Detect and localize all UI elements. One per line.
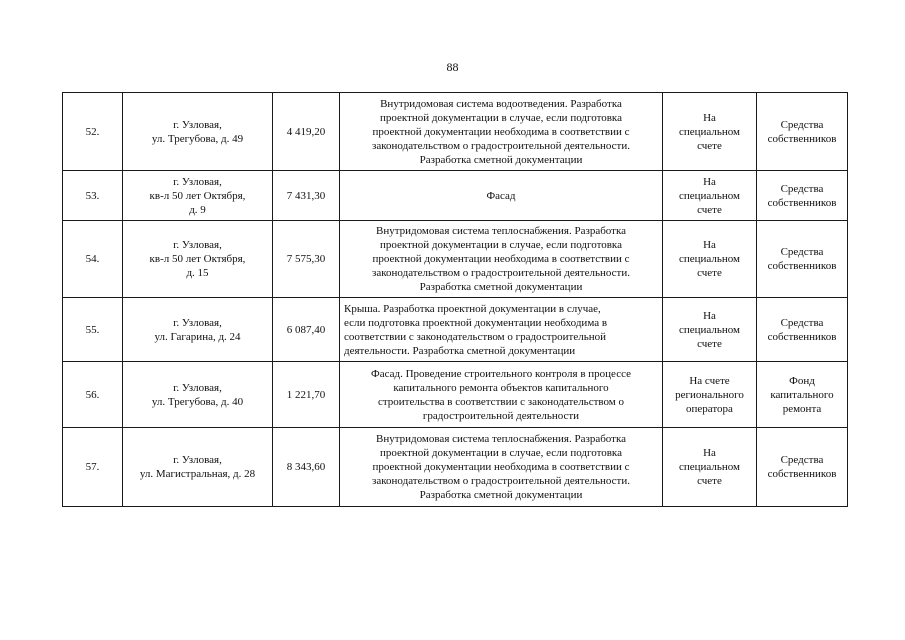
work-type-cell: Фасад. Проведение строительного контроля в процессе капитального ремонта объектов капитального строительства в соответствии с законодательством о градостроительной деятельности [340, 362, 663, 428]
row-number-cell: 52. [63, 93, 123, 171]
address-cell: г. Узловая, ул. Магистральная, д. 28 [123, 428, 273, 507]
work-type-cell: Внутридомовая система теплоснабжения. Разработка проектной документации в случае, если подготовка проектной документации необходима в соответствии с законодательством о градостроительной деятельности. Разработка сметной документации [340, 428, 663, 507]
work-type-cell: Крыша. Разработка проектной документации в случае, если подготовка проектной документации необходима в соответствии с законодательством о градостроительной деятельности. Разработка сметной документации [340, 298, 663, 362]
table-row [63, 171, 848, 221]
account-cell: На специальном счете [663, 428, 757, 507]
funding-source-cell: Средства собственников [757, 298, 848, 362]
work-type-cell: Внутридомовая система теплоснабжения. Разработка проектной документации в случае, если подготовка проектной документации необходима в соответствии с законодательством о градостроительной деятельности. Разработка сметной документации [340, 221, 663, 298]
cost-cell: 6 087,40 [273, 298, 340, 362]
account-cell: На специальном счете [663, 93, 757, 171]
table-row [63, 362, 848, 428]
address-cell: г. Узловая, ул. Гагарина, д. 24 [123, 298, 273, 362]
funding-source-cell: Средства собственников [757, 93, 848, 171]
cost-cell: 8 343,60 [273, 428, 340, 507]
funding-source-cell: Фонд капитального ремонта [757, 362, 848, 428]
funding-source-cell: Средства собственников [757, 171, 848, 221]
funding-source-cell: Средства собственников [757, 221, 848, 298]
account-cell: На специальном счете [663, 171, 757, 221]
work-type-cell: Внутридомовая система водоотведения. Разработка проектной документации в случае, если подготовка проектной документации необходима в соответствии с законодательством о градостроительной деятельности. Разработка сметной документации [340, 93, 663, 171]
row-number-cell: 54. [63, 221, 123, 298]
address-cell: г. Узловая, кв-л 50 лет Октября, д. 9 [123, 171, 273, 221]
address-cell: г. Узловая, ул. Трегубова, д. 49 [123, 93, 273, 171]
table-row [63, 93, 848, 171]
row-number-cell: 57. [63, 428, 123, 507]
cost-cell: 4 419,20 [273, 93, 340, 171]
account-cell: На специальном счете [663, 221, 757, 298]
row-number-cell: 56. [63, 362, 123, 428]
account-cell: На счете регионального оператора [663, 362, 757, 428]
cost-cell: 7 431,30 [273, 171, 340, 221]
work-type-cell: Фасад [340, 171, 663, 221]
address-cell: г. Узловая, кв-л 50 лет Октября, д. 15 [123, 221, 273, 298]
funding-source-cell: Средства собственников [757, 428, 848, 507]
page-number: 88 [446, 60, 459, 74]
table-row [63, 221, 848, 298]
repair-plan-table [62, 92, 848, 507]
table-row [63, 298, 848, 362]
row-number-cell: 55. [63, 298, 123, 362]
account-cell: На специальном счете [663, 298, 757, 362]
address-cell: г. Узловая, ул. Трегубова, д. 40 [123, 362, 273, 428]
table-row [63, 428, 848, 507]
cost-cell: 1 221,70 [273, 362, 340, 428]
row-number-cell: 53. [63, 171, 123, 221]
cost-cell: 7 575,30 [273, 221, 340, 298]
